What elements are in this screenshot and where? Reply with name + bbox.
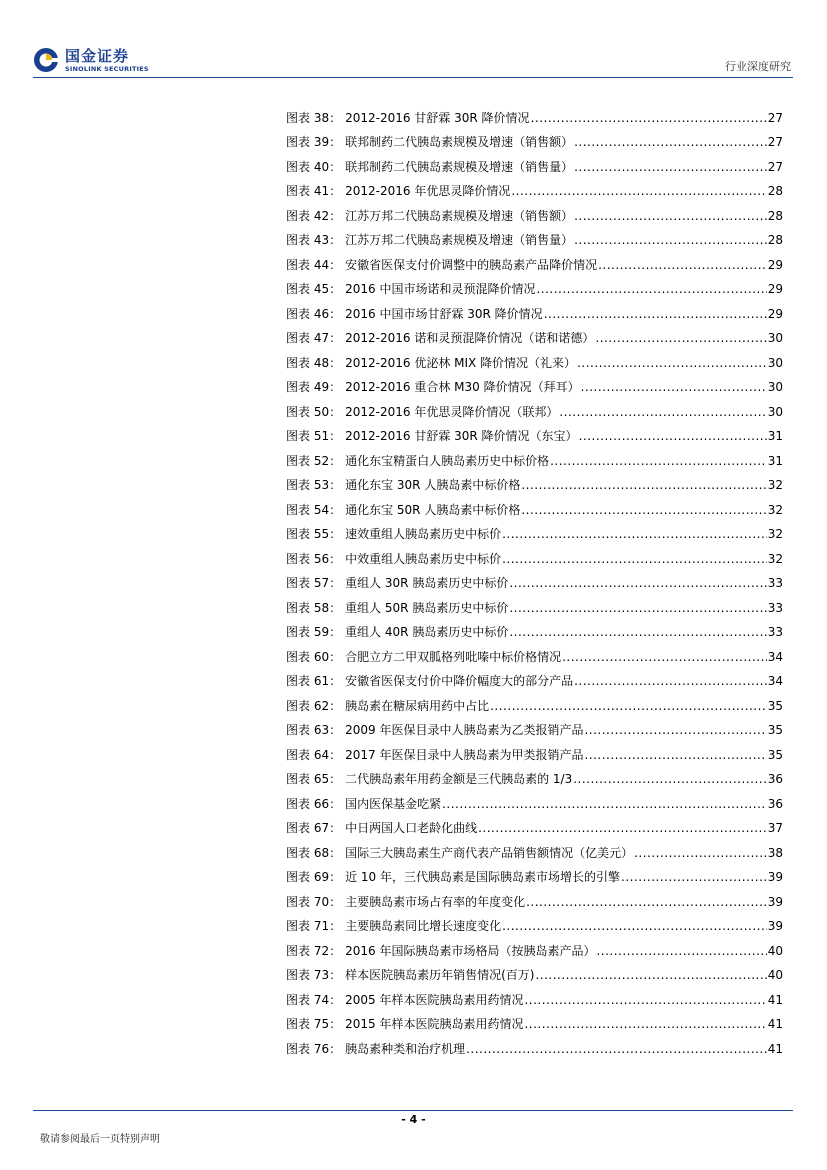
toc-entry[interactable] [286,518,783,543]
toc-dot-leader [509,600,766,616]
toc-entry-label: 图表 52： [286,453,342,468]
toc-entry-title: 江苏万邦二代胰岛素规模及增速（销售量） [345,233,574,247]
toc-entry-title: 中效重组人胰岛素历史中标价 [345,551,502,566]
toc-entry-label: 图表 41： [286,184,342,198]
toc-entry[interactable] [286,175,783,200]
toc-dot-leader [559,404,766,420]
toc-entry-page: 32 [767,551,783,566]
toc-entry-page: 35 [767,747,783,762]
toc-dot-leader [490,698,767,714]
toc-entry[interactable] [286,101,783,126]
toc-entry[interactable] [286,444,783,469]
toc-entry-title: 国际三大胰岛素生产商代表产品销售额情况（亿美元） [345,845,634,860]
toc-entry-page: 34 [767,649,783,664]
toc-entry-label: 图表 56： [286,551,342,566]
toc-entry-label: 图表 43： [286,233,342,247]
toc-dot-leader [521,502,766,518]
toc-dot-leader [535,967,766,983]
toc-entry[interactable] [286,322,783,347]
toc-dot-leader [595,330,766,346]
toc-entry-page: 39 [767,894,783,909]
toc-entry[interactable] [286,885,783,910]
toc-entry-title: 2009 年医保目录中人胰岛素为乙类报销产品 [345,723,584,737]
toc-entry-label: 图表 39： [286,135,342,149]
toc-entry-label: 图表 53： [286,478,342,492]
toc-dot-leader [511,183,766,199]
toc-entry[interactable] [286,861,783,886]
toc-entry-title: 2016 年国际胰岛素市场格局（按胰岛素产品） [345,943,596,958]
toc-dot-leader [544,306,767,322]
toc-entry[interactable] [286,248,783,273]
toc-dot-leader [577,355,767,371]
toc-entry-title: 通化东宝 50R 人胰岛素中标价格 [345,502,521,517]
toc-entry[interactable] [286,542,783,567]
toc-entry[interactable] [286,1008,783,1033]
toc-entry-title: 重组人 30R 胰岛素历史中标价 [345,576,509,590]
toc-entry-page: 41 [767,1017,783,1031]
toc-entry-page: 30 [767,331,783,345]
toc-dot-leader [581,379,767,395]
toc-entry-page: 33 [767,625,783,639]
toc-entry[interactable] [286,983,783,1008]
toc-entry[interactable] [286,420,783,445]
toc-entry-label: 图表 62： [286,698,342,713]
toc-entry-page: 32 [767,527,783,541]
toc-entry-title: 主要胰岛素市场占有率的年度变化 [345,894,526,909]
toc-entry-label: 图表 50： [286,404,342,419]
toc-entry-page: 32 [767,502,783,517]
toc-entry-page: 28 [767,208,783,223]
toc-entry-title: 2017 年医保目录中人胰岛素为甲类报销产品 [345,747,584,762]
toc-entry[interactable] [286,126,783,151]
toc-entry-label: 图表 59： [286,625,342,639]
toc-dot-leader [509,624,766,640]
toc-entry-page: 27 [767,159,783,174]
toc-entry-label: 图表 74： [286,992,342,1007]
toc-entry-title: 通化东宝 30R 人胰岛素中标价格 [345,478,521,492]
toc-entry-page: 33 [767,600,783,615]
toc-entry-title: 2005 年样本医院胰岛素用药情况 [345,992,524,1007]
toc-entry-page: 30 [767,355,783,370]
toc-entry-title: 2012-2016 甘舒霖 30R 降价情况（东宝） [345,429,578,443]
logo-chinese-name: 国金证券 [65,47,130,65]
toc-entry-page: 27 [767,135,783,149]
toc-entry-title: 主要胰岛素同比增长速度变化 [345,919,502,933]
toc-entry-page: 30 [767,380,783,394]
toc-entry-title: 样本医院胰岛素历年销售情况(百万) [345,968,535,982]
toc-dot-leader [634,845,767,861]
toc-dot-leader [574,232,767,248]
toc-entry-label: 图表 68： [286,845,342,860]
toc-dot-leader [562,649,767,665]
toc-dot-leader [502,526,767,542]
toc-entry-title: 2016 中国市场诺和灵预混降价情况 [345,282,536,296]
toc-entry-title: 近 10 年，三代胰岛素是国际胰岛素市场增长的引擎 [345,870,620,884]
toc-entry-title: 2015 年样本医院胰岛素用药情况 [345,1017,524,1031]
toc-entry-label: 图表 49： [286,380,342,394]
toc-dot-leader [478,820,767,836]
toc-entry-page: 36 [767,796,783,811]
toc-dot-leader [574,673,767,689]
toc-entry-label: 图表 46： [286,306,342,321]
toc-entry[interactable] [286,346,783,371]
toc-entry-label: 图表 66： [286,796,342,811]
page-number: - 4 - [401,1113,426,1126]
toc-dot-leader [584,747,766,763]
toc-entry-title: 2012-2016 甘舒霖 30R 降价情况 [345,110,530,125]
toc-entry-label: 图表 67： [286,821,342,835]
toc-dot-leader [598,257,767,273]
toc-entry-title: 江苏万邦二代胰岛素规模及增速（销售额） [345,208,574,223]
toc-entry[interactable] [286,199,783,224]
toc-entry-label: 图表 47： [286,331,342,345]
toc-dot-leader [573,771,766,787]
toc-entry[interactable] [286,640,783,665]
toc-entry-title: 联邦制药二代胰岛素规模及增速（销售量） [345,159,574,174]
toc-entry-label: 图表 55： [286,527,342,541]
toc-entry-page: 31 [767,429,783,443]
toc-entry[interactable] [286,910,783,935]
disclaimer-text: 敬请参阅最后一页特别声明 [40,1134,160,1145]
toc-entry-label: 图表 54： [286,502,342,517]
toc-dot-leader [466,1041,767,1057]
toc-entry-label: 图表 42： [286,208,342,223]
toc-entry-page: 29 [767,306,783,321]
toc-entry-title: 合肥立方二甲双胍格列吡嗪中标价格情况 [345,649,562,664]
toc-entry[interactable] [286,714,783,739]
toc-entry-label: 图表 38： [286,110,342,125]
toc-entry-page: 32 [767,478,783,492]
toc-dot-leader [584,722,766,738]
toc-dot-leader [509,575,766,591]
logo-mark-icon [33,47,59,73]
toc-dot-leader [574,208,767,224]
page-header [0,0,827,80]
toc-entry[interactable] [286,763,783,788]
toc-dot-leader [596,943,766,959]
toc-entry-page: 35 [767,723,783,737]
toc-dot-leader [524,992,766,1008]
toc-entry-title: 2012-2016 年优思灵降价情况（联邦） [345,404,559,419]
logo-english-name: SINOLINK SECURITIES [65,65,149,73]
toc-entry-title: 2012-2016 诺和灵预混降价情况（诺和诺德） [345,331,595,345]
toc-entry-label: 图表 51： [286,429,342,443]
toc-entry[interactable] [286,297,783,322]
toc-entry-page: 29 [767,257,783,272]
toc-entry[interactable] [286,591,783,616]
toc-entry-title: 2012-2016 优泌林 MIX 降价情况（礼来） [345,355,577,370]
toc-entry-page: 27 [767,110,783,125]
toc-dot-leader [502,918,767,934]
toc-entry-title: 2016 中国市场甘舒霖 30R 降价情况 [345,306,543,321]
toc-entry-page: 37 [767,821,783,835]
toc-entry-label: 图表 64： [286,747,342,762]
toc-entry-page: 40 [767,943,783,958]
toc-entry-title: 国内医保基金吃紧 [345,796,442,811]
toc-entry-page: 40 [767,968,783,982]
toc-entry-label: 图表 60： [286,649,342,664]
toc-dot-leader [526,894,767,910]
toc-entry-page: 35 [767,698,783,713]
toc-dot-leader [550,453,767,469]
toc-entry-title: 重组人 40R 胰岛素历史中标价 [345,625,509,639]
toc-entry[interactable] [286,616,783,641]
toc-entry-title: 二代胰岛素年用药金额是三代胰岛素的 1/3 [345,772,573,786]
toc-dot-leader [502,551,767,567]
toc-entry-title: 速效重组人胰岛素历史中标价 [345,527,502,541]
toc-entry-title: 胰岛素在糖尿病用药中占比 [345,698,490,713]
toc-entry[interactable] [286,1032,783,1057]
toc-entry[interactable] [286,787,783,812]
toc-entry-label: 图表 72： [286,943,342,958]
toc-dot-leader [521,477,766,493]
toc-entry-page: 29 [767,282,783,296]
toc-dot-leader [579,428,767,444]
toc-entry-label: 图表 48： [286,355,342,370]
toc-entry-title: 2012-2016 重合林 M30 降价情况（拜耳） [345,380,580,394]
toc-entry[interactable] [286,224,783,249]
toc-entry-page: 31 [767,453,783,468]
toc-entry-page: 33 [767,576,783,590]
toc-entry-label: 图表 40： [286,159,342,174]
toc-entry[interactable] [286,689,783,714]
toc-entry-title: 安徽省医保支付价调整中的胰岛素产品降价情况 [345,257,598,272]
toc-dot-leader [574,159,767,175]
report-type: 行业深度研究 [725,60,791,73]
toc-entry[interactable] [286,493,783,518]
header-divider [33,77,793,78]
toc-entry-page: 41 [767,1041,783,1056]
toc-dot-leader [574,134,767,150]
toc-entry-page: 28 [767,233,783,247]
toc-entry[interactable] [286,836,783,861]
toc-entry-page: 36 [767,772,783,786]
toc-entry-page: 28 [767,184,783,198]
toc-entry[interactable] [286,150,783,175]
toc-entry[interactable] [286,469,783,494]
company-logo [33,44,157,78]
toc-entry-label: 图表 65： [286,772,342,786]
toc-entry-title: 联邦制药二代胰岛素规模及增速（销售额） [345,135,574,149]
toc-entry-page: 38 [767,845,783,860]
toc-entry[interactable] [286,395,783,420]
toc-entry-title: 中日两国人口老龄化曲线 [345,821,478,835]
toc-entry[interactable] [286,567,783,592]
toc-entry-label: 图表 71： [286,919,342,933]
toc-entry-label: 图表 45： [286,282,342,296]
toc-entry-label: 图表 63： [286,723,342,737]
toc-entry[interactable] [286,273,783,298]
toc-entry-page: 34 [767,674,783,688]
toc-dot-leader [621,869,767,885]
toc-entry-page: 39 [767,919,783,933]
toc-dot-leader [531,110,767,126]
toc-dot-leader [524,1016,766,1032]
toc-entry-label: 图表 57： [286,576,342,590]
toc-entry-label: 图表 61： [286,674,342,688]
toc-entry-label: 图表 73： [286,968,342,982]
toc-entry-label: 图表 58： [286,600,342,615]
toc-entry-label: 图表 70： [286,894,342,909]
toc-entry-title: 胰岛素种类和治疗机理 [345,1041,466,1056]
toc-entry-label: 图表 76： [286,1041,342,1056]
toc-entry-page: 39 [767,870,783,884]
figure-list [286,101,783,1057]
footer-divider [33,1110,793,1111]
toc-dot-leader [442,796,767,812]
toc-entry[interactable] [286,812,783,837]
toc-entry-label: 图表 69： [286,870,342,884]
toc-entry[interactable] [286,934,783,959]
toc-entry[interactable] [286,371,783,396]
toc-entry[interactable] [286,665,783,690]
toc-entry-title: 2012-2016 年优思灵降价情况 [345,184,511,198]
toc-entry[interactable] [286,959,783,984]
toc-entry-title: 通化东宝精蛋白人胰岛素历史中标价格 [345,453,550,468]
toc-entry-title: 重组人 50R 胰岛素历史中标价 [345,600,509,615]
toc-entry-label: 图表 44： [286,257,342,272]
toc-entry-page: 30 [767,404,783,419]
toc-entry-page: 41 [767,992,783,1007]
toc-entry-label: 图表 75： [286,1017,342,1031]
toc-entry[interactable] [286,738,783,763]
toc-entry-title: 安徽省医保支付价中降价幅度大的部分产品 [345,674,574,688]
toc-dot-leader [536,281,766,297]
